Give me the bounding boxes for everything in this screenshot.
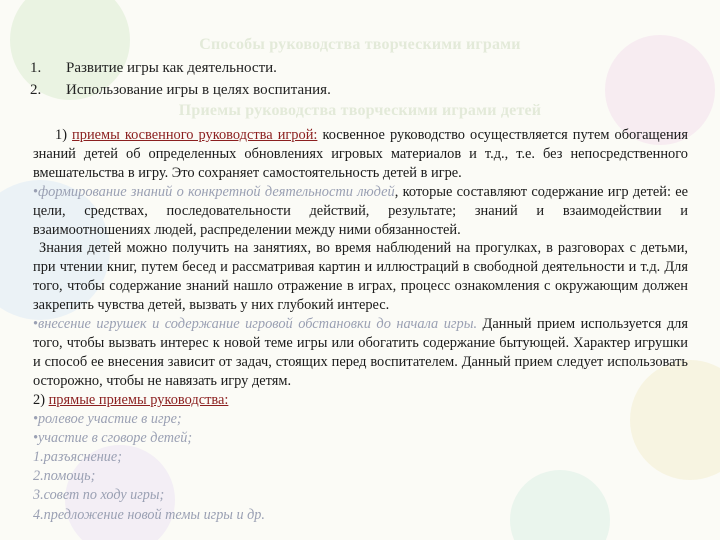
section2-prefix: 2) [33,391,45,408]
section2-heading: прямые приемы руководства: [48,391,229,408]
body-text [33,126,688,525]
list-item: 3.совет по ходу игры; [33,487,165,504]
section1-prefix: 1) [55,127,67,143]
list-item: •участие в сговоре детей; [33,429,193,446]
list-item: 4.предложение новой темы игры и др. [33,506,265,523]
point1-paragraph [33,183,688,240]
outline-item-1 [30,60,277,77]
point1-italic: формирование знаний о конкретной деятельности людей [38,183,395,200]
point2-paragraph [33,315,688,391]
section1-heading: приемы косвенного руководства игрой: [72,127,318,143]
section1-text: косвенное руководство осуществляется путем обогащения знаний детей об определенных обновлениях игровых материалов и т.д., т.е. без непосредственного вмешательства в игру. Это сохраняет самостоятельность детей в игре. [33,127,688,181]
bullet-icon: • [33,316,39,333]
point2-italic: внесение игрушек и содержание игровой обстановки до начала игры. [38,316,478,333]
outline-item-2 [30,82,331,99]
outline-number: 1. [30,60,42,76]
bullet-icon: • [33,183,39,200]
outline-text: Развитие игры как деятельности. [66,60,277,76]
list-item: 2.помощь; [33,468,96,485]
knowledge-paragraph: Знания детей можно получить на занятиях, во время наблюдений на прогулках, в разговорах с детьми, при чтении книг, путем бесед и рассматривая картин и иллюстраций в свободной деятельности и т.д. Для того, чтобы содержание знаний нашло отражение в играх, процесс ознакомления с окружающим должен закрепить чувства детей, вызвать у них глубокий интерес. [33,240,688,314]
outline-text: Использование игры в целях воспитания. [66,82,331,98]
slide-title: Способы руководства творческими играми [199,36,521,53]
section2-paragraph [33,391,688,410]
section1-paragraph [33,126,688,183]
section-title: Приемы руководства творческими играми детей [178,102,542,119]
direct-methods-list [33,410,688,525]
list-item: 1.разъяснение; [33,449,122,465]
list-item: •ролевое участие в игре; [33,410,182,427]
outline-number: 2. [30,82,42,98]
point1-text: , которые составляют содержание игр детей: ее цели, средствах, последовательности действий, результате; знаний и взаимодействии и взаимоотношениях людей, распределении между ними обязанностей. [33,183,688,238]
point2-text: Данный прием используется для того, чтобы вызвать интерес к новой теме игры или обогатить содержание бытующей. Характер игрушки и способ ее внесения зависит от задач, стоящих перед воспитателем. Данный прием следует использовать осторожно, чтобы не навязать игру детям. [33,316,688,389]
